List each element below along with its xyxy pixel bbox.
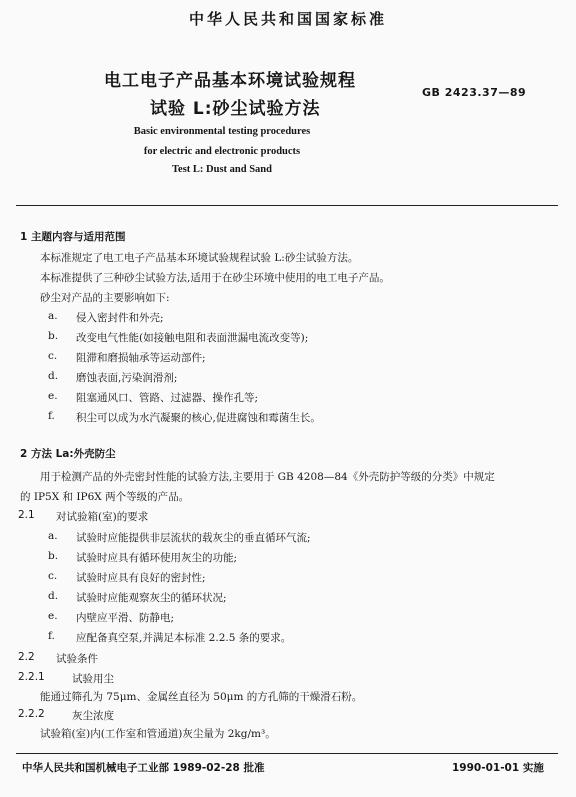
list-item-text: 积尘可以成为水汽凝聚的核心,促进腐蚀和霉菌生长。 [76,412,321,424]
clause-number: 2.1 [18,509,35,521]
clause-title: 试验条件 [56,653,98,665]
section-1-paragraph: 砂尘对产品的主要影响如下: [40,292,170,304]
list-item-marker: f. [48,630,55,642]
list-item-marker: a. [48,310,58,322]
document-title-line2: 试验 L:砂尘试验方法 [150,99,321,119]
list-item-text: 阻塞通风口、管路、过滤器、操作孔等; [76,392,259,404]
clause-title: 对试验箱(室)的要求 [56,511,149,523]
clause-title: 灰尘浓度 [72,710,114,722]
list-item-marker: d. [48,590,59,602]
document-title-line1: 电工电子产品基本环境试验规程 [104,71,356,91]
standard-code: GB 2423.37—89 [422,86,527,99]
list-item-text: 试验时应能提供非层流状的载灰尘的垂直循环气流; [76,532,311,544]
section-2-paragraph: 的 IP5X 和 IP6X 两个等级的产品。 [20,491,190,503]
list-item-marker: f. [48,410,55,422]
list-item-text: 应配备真空泵,并满足本标准 2.2.5 条的要求。 [76,632,292,644]
list-item-marker: c. [48,350,58,362]
list-item-text: 内壁应平滑、防静电; [76,612,175,624]
list-item-text: 试验时应具有良好的密封性; [76,572,206,584]
list-item-marker: a. [48,530,58,542]
list-item-text: 侵入密封件和外壳; [76,312,164,324]
english-title-line3: Test L: Dust and Sand [172,164,272,175]
section-1-paragraph: 本标准规定了电工电子产品基本环境试验规程试验 L:砂尘试验方法。 [40,252,359,264]
clause-number: 2.2.1 [18,671,45,683]
list-item-text: 磨蚀表面,污染润滑剂; [76,372,178,384]
clause-text: 试验箱(室)内(工作室和管通道)灰尘量为 2kg/m³。 [40,728,276,740]
clause-number: 2.2.2 [18,708,45,720]
list-item-text: 试验时应具有循环使用灰尘的功能; [76,552,238,564]
approval-info: 中华人民共和国机械电子工业部 1989-02-28 批准 [22,762,265,774]
section-1-heading: 1 主题内容与适用范围 [20,231,126,243]
footer-divider [16,753,558,754]
section-2-paragraph: 用于检测产品的外壳密封性能的试验方法,主要用于 GB 4208—84《外壳防护等级的分类》中规定 [40,471,495,483]
clause-title: 试验用尘 [72,673,114,685]
header-divider [16,205,558,206]
implementation-date: 1990-01-01 实施 [452,762,544,774]
list-item-text: 试验时应能观察灰尘的循环状况; [76,592,227,604]
standard-organization: 中华人民共和国国家标准 [188,10,387,28]
list-item-text: 阻滞和磨损轴承等运动部件; [76,352,206,364]
clause-text: 能通过筛孔为 75μm、金属丝直径为 50μm 的方孔筛的干燥滑石粉。 [40,691,363,703]
section-1-paragraph: 本标准提供了三种砂尘试验方法,适用于在砂尘环境中使用的电工电子产品。 [40,272,390,284]
list-item-marker: b. [48,330,59,342]
section-2-heading: 2 方法 La:外壳防尘 [20,448,116,460]
clause-number: 2.2 [18,651,35,663]
list-item-text: 改变电气性能(如接触电阻和表面泄漏电流改变等); [76,332,309,344]
list-item-marker: e. [48,610,58,622]
list-item-marker: e. [48,390,58,402]
english-title-line1: Basic environmental testing procedures [133,126,311,137]
list-item-marker: c. [48,570,58,582]
english-title-line2: for electric and electronic products [143,146,301,157]
list-item-marker: b. [48,550,59,562]
list-item-marker: d. [48,370,59,382]
